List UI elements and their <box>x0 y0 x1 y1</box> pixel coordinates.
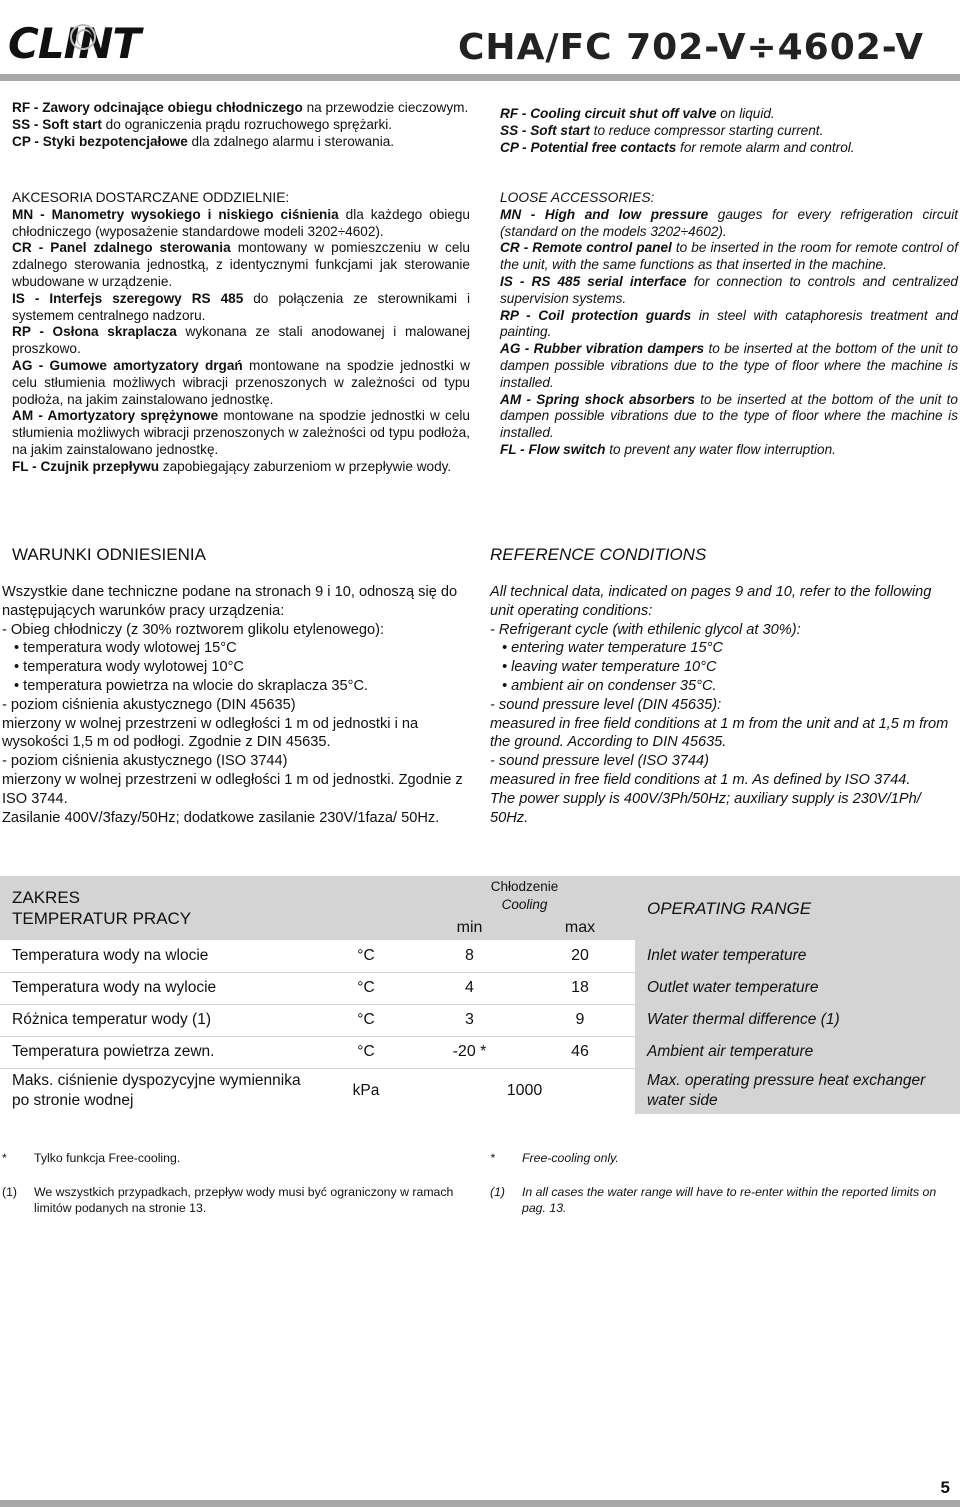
acc-ag-en: AG - Rubber vibration dampers to be inserted at the bottom of the unit to dampen possible vibrations due to the type of floor where the machine is installed. <box>500 341 958 390</box>
ref-line: measured in free field conditions at 1 m from the unit and at 1,5 m from the ground. According to DIN 45635. <box>490 715 949 751</box>
acc-am-en: AM - Spring shock absorbers to be inserted at the bottom of the unit to dampen possible vibrations due to the type of floor where the machine is installed. <box>500 391 958 441</box>
ref-bullet: • temperatura wody wylotowej 10°C <box>14 659 244 676</box>
ref-line: mierzony w wolnej przestrzeni w odległości 1 m od jednostki i na wysokości 1,5 m od podłogi. Zgodnie z DIN 45635. <box>2 715 419 751</box>
table-row: Temperatura wody na wylocie °C 4 18 Outlet water temperature <box>0 972 960 1004</box>
logo-text: CLINT <box>8 19 141 68</box>
page-header <box>0 0 960 80</box>
acc-cr-pl: CR - Panel zdalnego sterowania montowany w pomieszczeniu w celu zdalnego sterowania jednostką, z identycznymi funkcjami jak sterowanie wbudowane w urządzenie. <box>12 240 470 289</box>
table-header-row <box>0 876 960 916</box>
option-cp-en: CP - Potential free contacts for remote alarm and control. <box>500 139 855 155</box>
range-title-en: OPERATING RANGE <box>635 876 960 940</box>
options-pl <box>12 100 470 150</box>
ref-bullet: • entering water temperature 15°C <box>502 640 724 657</box>
table-row: Różnica temperatur wody (1) °C 3 9 Water thermal difference (1) <box>0 1004 960 1036</box>
acc-ag-pl: AG - Gumowe amortyzatory drgań montowane na spodzie jednostki w celu stłumienia możliwych wibracji przenoszonych w zależności od typu podłoża, na jakim zainstalowano jednostkę. <box>12 357 470 407</box>
accessories-title-pl: AKCESORIA DOSTARCZANE ODDZIELNIE: <box>12 190 290 205</box>
ref-line: The power supply is 400V/3Ph/50Hz; auxiliary supply is 230V/1Ph/ 50Hz. <box>490 790 921 826</box>
footnote-one-pl: (1) We wszystkich przypadkach, przepływ wody musi być ograniczony w ramach limitów podanych na stronie 13. <box>2 1185 454 1215</box>
footnote-one-en: (1) In all cases the water range will have to re-enter within the reported limits on pag. 13. <box>490 1185 937 1215</box>
ref-line: All technical data, indicated on pages 9 and 10, refer to the following unit operating conditions: <box>490 584 932 619</box>
unit-header <box>318 876 414 940</box>
reference-body-pl <box>2 583 470 827</box>
ref-line: - sound pressure level (DIN 45635): <box>490 696 722 713</box>
acc-am-pl: AM - Amortyzatory sprężynowe montowane na spodzie jednostki w celu stłumienia możliwych wibracji przenoszonych w zależności od typu podłoża, na jakim zainstalowano jednostkę. <box>12 408 470 457</box>
table-row: Maks. ciśnienie dyspozycyjne wymiennika po stronie wodnej kPa 1000 Max. operating pressure heat exchanger water side <box>0 1068 960 1114</box>
option-ss-pl: SS - Soft start do ograniczenia prądu rozruchowego sprężarki. <box>12 116 393 132</box>
logo-globe-icon <box>70 24 96 50</box>
acc-rp-pl: RP - Osłona skraplacza wykonana ze stali anodowanej i malowanej proszkowo. <box>12 324 470 357</box>
ref-bullet: • temperatura wody wlotowej 15°C <box>14 640 237 657</box>
ref-bullet: • temperatura powietrza na wlocie do skraplacza 35°C. <box>14 677 369 694</box>
options-en <box>500 106 958 156</box>
accessories-en <box>500 190 958 459</box>
accessories-pl <box>12 190 470 476</box>
option-rf-en: RF - Cooling circuit shut off valve on liquid. <box>500 106 775 121</box>
ref-line: - poziom ciśnienia akustycznego (DIN 45635) <box>2 696 296 713</box>
range-title-pl: ZAKRES TEMPERATUR PRACY <box>0 876 318 940</box>
ref-line: measured in free field conditions at 1 m. As defined by ISO 3744. <box>490 771 911 788</box>
ref-bullet: • ambient air on condenser 35°C. <box>502 677 717 694</box>
reference-body-en <box>490 583 958 827</box>
reference-title-pl: WARUNKI ODNIESIENIA <box>12 545 206 564</box>
operating-range-table <box>0 876 960 1114</box>
option-rf-pl: RF - Zawory odcinające obiegu chłodniczego na przewodzie cieczowym. <box>12 100 469 115</box>
clint-logo <box>8 19 141 68</box>
acc-mn-en: MN - High and low pressure gauges for every refrigeration circuit (standard on the models 3202÷4602). <box>500 206 958 239</box>
max-header: max <box>525 916 635 940</box>
acc-mn-pl: MN - Manometry wysokiego i niskiego ciśnienia dla każdego obiegu chłodniczego (wyposażenie standardowe modeli 3202÷4602). <box>12 206 470 239</box>
ref-bullet: • leaving water temperature 10°C <box>502 659 717 676</box>
ref-line: - poziom ciśnienia akustycznego (ISO 3744) <box>2 753 288 770</box>
ref-line: - Obieg chłodniczy (z 30% roztworem glikolu etylenowego): <box>2 621 385 638</box>
acc-fl-pl: FL - Czujnik przepływu zapobiegający zaburzeniom w przepływie wody. <box>12 458 452 474</box>
acc-rp-en: RP - Coil protection guards in steel with cataphoresis treatment and painting. <box>500 307 958 340</box>
cooling-header: Chłodzenie Cooling <box>414 876 635 916</box>
footnote-star-pl: * Tylko funkcja Free-cooling. <box>2 1151 181 1165</box>
ref-line: Wszystkie dane techniczne podane na stronach 9 i 10, odnoszą się do następujących warunków pracy urządzenia: <box>2 584 458 619</box>
header-rule <box>0 74 960 81</box>
ref-line: Zasilanie 400V/3fazy/50Hz; dodatkowe zasilanie 230V/1faza/ 50Hz. <box>2 809 440 826</box>
acc-fl-en: FL - Flow switch to prevent any water flow interruption. <box>500 441 836 457</box>
ref-line: - sound pressure level (ISO 3744) <box>490 753 710 770</box>
acc-cr-en: CR - Remote control panel to be inserted in the room for remote control of the unit, with the same functions as that inserted in the machine. <box>500 240 958 273</box>
table-row: Temperatura wody na wlocie °C 8 20 Inlet water temperature <box>0 940 960 972</box>
reference-title-en: REFERENCE CONDITIONS <box>490 545 707 564</box>
table-row: Temperatura powietrza zewn. °C -20 * 46 Ambient air temperature <box>0 1036 960 1068</box>
acc-is-pl: IS - Interfejs szeregowy RS 485 do połączenia ze sterownikami i systemem centralnego nadzoru. <box>12 290 470 323</box>
option-ss-en: SS - Soft start to reduce compressor starting current. <box>500 122 824 138</box>
ref-line: - Refrigerant cycle (with ethilenic glycol at 30%): <box>490 621 801 638</box>
footer-rule <box>0 1500 960 1507</box>
accessories-title-en: LOOSE ACCESSORIES: <box>500 190 655 205</box>
ref-line: mierzony w wolnej przestrzeni w odległości 1 m od jednostki. Zgodnie z ISO 3744. <box>2 771 463 807</box>
page-number: 5 <box>940 1478 950 1497</box>
option-cp-pl: CP - Styki bezpotencjałowe dla zdalnego alarmu i sterowania. <box>12 133 395 149</box>
min-header: min <box>414 916 525 940</box>
model-title: CHA/FC 702-V÷4602-V <box>458 27 924 68</box>
footnote-star-en: * Free-cooling only. <box>490 1151 619 1165</box>
acc-is-en: IS - RS 485 serial interface for connection to controls and centralized supervision systems. <box>500 273 958 306</box>
